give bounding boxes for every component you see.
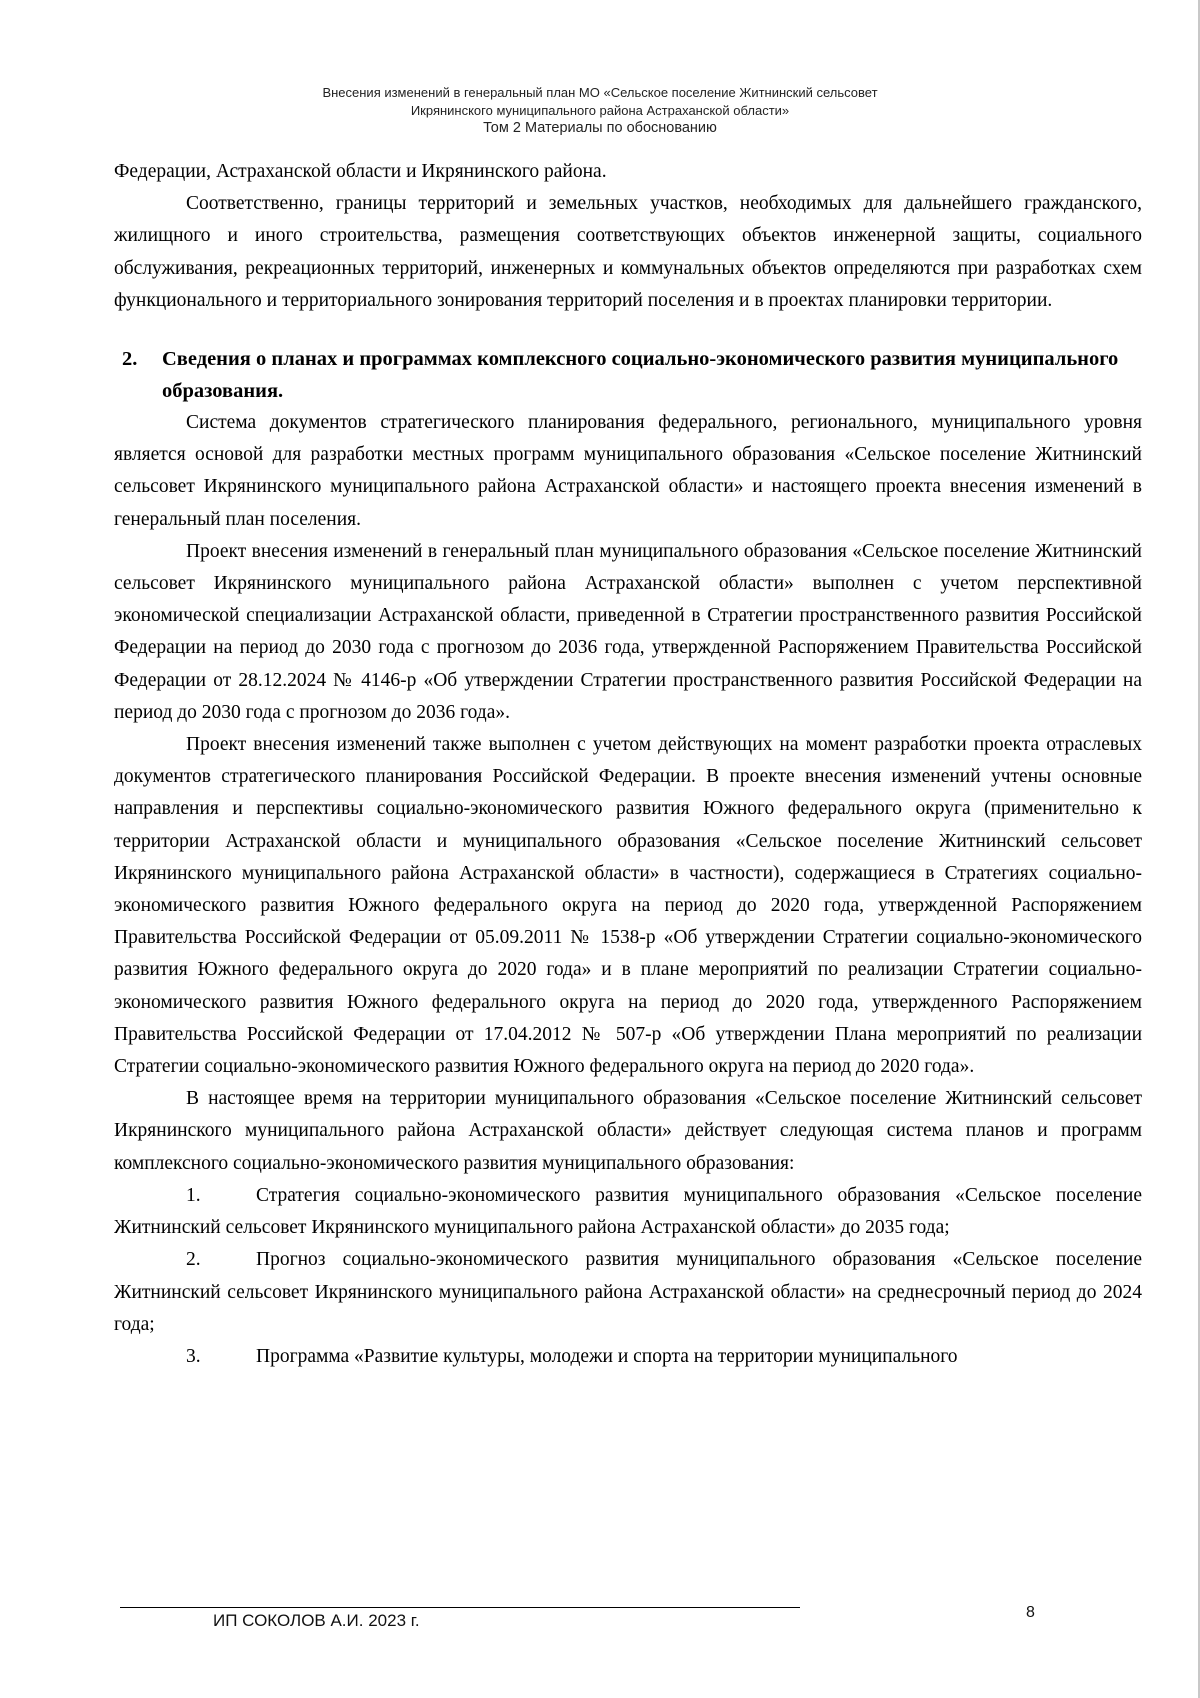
paragraph-continuation: Федерации, Астраханской области и Икрянинского района. bbox=[114, 161, 607, 182]
header-title-line1: Внесения изменений в генеральный план МО «Сельское поселение Житнинский сельсовет bbox=[322, 85, 878, 100]
running-header bbox=[150, 84, 1050, 137]
section-title: Сведения о планах и программах комплексного социально-экономического развития муниципального образования. bbox=[162, 348, 1119, 403]
page-number: 8 bbox=[1026, 1604, 1035, 1621]
document-body bbox=[114, 156, 1142, 1373]
list-item-number: 1. bbox=[186, 1184, 201, 1206]
header-volume: Том 2 Материалы по обоснованию bbox=[483, 120, 717, 136]
paragraph: Система документов стратегического планирования федерального, регионального, муниципального уровня является основой для разработки местных программ муниципального образования «Сельское поселение Житнинский сельсовет Икрянинского муниципального района Астраханской области» и настоящего проекта внесения изменений в генеральный план поселения. bbox=[114, 412, 1142, 530]
header-title-line2: Икрянинского муниципального района Астраханской области» bbox=[410, 103, 790, 118]
footer-author: ИП СОКОЛОВ А.И. 2023 г. bbox=[213, 1611, 420, 1630]
section-heading bbox=[114, 343, 1142, 407]
footer-divider bbox=[120, 1607, 800, 1608]
list-item bbox=[114, 1180, 1142, 1244]
section-number: 2. bbox=[122, 348, 138, 371]
list-item bbox=[114, 1244, 1142, 1341]
paragraph: Проект внесения изменений также выполнен с учетом действующих на момент разработки проекта отраслевых документов стратегического планирования Российской Федерации. В проекте внесения изменений учтены основные направления и перспективы социально-экономического развития Южного федерального округа (применительно к территории Астраханской области и муниципального образования «Сельское поселение Житнинский сельсовет Икрянинского муниципального района Астраханской области» в частности), содержащиеся в Стратегиях социально-экономического развития Южного федерального округа на период до 2020 года, утвержденной Распоряжением Правительства Российской Федерации от 05.09.2011 № 1538-р «Об утверждении Стратегии социально-экономического развития Южного федерального округа до 2020 года» и в плане мероприятий по реализации Стратегии социально-экономического развития Южного федерального округа на период до 2020 года, утвержденного Распоряжением Правительства Российской Федерации от 17.04.2012 № 507-р «Об утверждении Плана мероприятий по реализации Стратегии социально-экономического развития Южного федерального округа на период до 2020 года». bbox=[114, 734, 1142, 1078]
list-item-text: Прогноз социально-экономического развития муниципального образования «Сельское поселение Житнинский сельсовет Икрянинского муниципального района Астраханской области» на среднесрочный период до 2024 года; bbox=[114, 1249, 1142, 1335]
paragraph: Соответственно, границы территорий и земельных участков, необходимых для дальнейшего гражданского, жилищного и иного строительства, размещения соответствующих объектов инженерной защиты, социального обслуживания, рекреационных территорий, инженерных и коммунальных объектов определяются при разработках схем функционального и территориального зонирования территорий поселения и в проектах планировки территории. bbox=[114, 193, 1142, 311]
paragraph: Проект внесения изменений в генеральный план муниципального образования «Сельское поселение Житнинский сельсовет Икрянинского муниципального района Астраханской области» выполнен с учетом перспективной экономической специализации Астраханской области, приведенной в Стратегии пространственного развития Российской Федерации на период до 2030 года с прогнозом до 2036 года, утвержденной Распоряжением Правительства Российской Федерации от 28.12.2024 № 4146-р «Об утверждении Стратегии пространственного развития Российской Федерации на период до 2030 года с прогнозом до 2036 года». bbox=[114, 540, 1142, 723]
list-item-number: 2. bbox=[186, 1249, 201, 1271]
list-item-text: Стратегия социально-экономического развития муниципального образования «Сельское поселение Житнинский сельсовет Икрянинского муниципального района Астраханской области» до 2035 года; bbox=[114, 1184, 1142, 1239]
list-item-text: Программа «Развитие культуры, молодежи и спорта на территории муниципального bbox=[256, 1345, 958, 1367]
paragraph: В настоящее время на территории муниципального образования «Сельское поселение Житнинский сельсовет Икрянинского муниципального района Астраханской области» действует следующая система планов и программ комплексного социально-экономического развития муниципального образования: bbox=[114, 1088, 1142, 1174]
list-item bbox=[114, 1341, 1142, 1373]
list-item-number: 3. bbox=[186, 1345, 201, 1367]
